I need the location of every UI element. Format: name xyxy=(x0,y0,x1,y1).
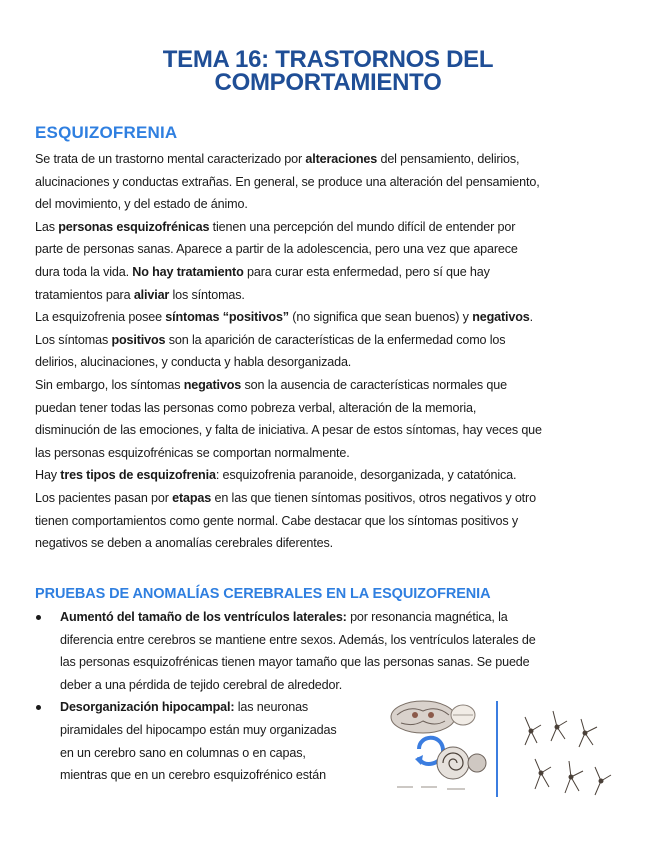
bold-text: personas esquizofrénicas xyxy=(58,219,210,234)
text-run: : esquizofrenia paranoide, desorganizada, y catatónica. xyxy=(215,468,517,483)
list-item xyxy=(35,606,623,629)
text-run: piramidales del hipocampo están muy organizadas xyxy=(60,722,337,737)
list-item-continuation xyxy=(35,629,623,652)
paragraph-line xyxy=(35,510,623,533)
text-run: Los pacientes pasan por xyxy=(35,490,173,505)
text-run: las personas esquizofrénicas se comportan normalmente. xyxy=(35,445,350,460)
paragraph-line xyxy=(35,238,623,261)
bold-text: Desorganización hipocampal: xyxy=(60,700,235,715)
text-run: en un cerebro sano en columnas o en capas, xyxy=(60,745,306,760)
text-run: alucinaciones y conductas extrañas. En general, se produce una alteración del pensamiento, xyxy=(35,174,540,189)
paragraph-line xyxy=(35,351,623,374)
page-title xyxy=(0,48,656,94)
text-run: las neuronas xyxy=(234,700,309,715)
text-run: son la aparición de características de la enfermedad como los xyxy=(165,332,506,347)
bold-text: tres tipos de esquizofrenia xyxy=(60,468,216,483)
bold-text: No hay tratamiento xyxy=(132,264,244,279)
text-run: por resonancia magnética, la xyxy=(346,610,508,624)
text-run: negativos se deben a anomalías cerebrales diferentes. xyxy=(35,536,333,551)
text-run: parte de personas sanas. Aparece a partir de la adolescencia, pero una vez que aparece xyxy=(35,242,518,257)
text-run: del movimiento, y del estado de ánimo. xyxy=(35,197,248,212)
bold-text: Aumentó del tamaño de los ventrículos laterales: xyxy=(60,610,347,624)
bold-text: negativos xyxy=(472,310,530,325)
title-line-1: TEMA 16: TRASTORNOS DEL xyxy=(162,46,494,73)
paragraph-line xyxy=(35,487,623,510)
paragraph-line xyxy=(35,193,623,216)
text-run: deber a una pérdida de tejido cerebral de alrededor. xyxy=(60,677,343,692)
text-run: del pensamiento, delirios, xyxy=(377,152,520,166)
text-run: tienen comportamientos como gente normal. Cabe destacar que los síntomas positivos y xyxy=(35,513,519,528)
text-run: mientras que en un cerebro esquizofrénico están xyxy=(60,768,326,783)
text-run: diferencia entre cerebros se mantiene entre sexos. Además, los ventrículos laterales de xyxy=(60,632,536,647)
paragraph-line xyxy=(35,374,623,397)
section-heading-esquizofrenia: ESQUIZOFRENIA xyxy=(35,123,178,142)
list-item-continuation xyxy=(35,651,623,674)
text-run: (no significa que sean buenos) y xyxy=(288,310,473,325)
text-run: tienen una percepción del mundo difícil de entender por xyxy=(209,219,516,234)
section-heading-pruebas: PRUEBAS DE ANOMALÍAS CEREBRALES EN LA ESQUIZOFRENIA xyxy=(35,586,491,602)
text-run: tratamientos para xyxy=(35,287,134,302)
paragraph-line xyxy=(35,464,623,487)
text-run: . xyxy=(529,310,533,325)
bold-text: etapas xyxy=(172,490,212,505)
text-run: Los síntomas xyxy=(35,332,112,347)
text-run: La esquizofrenia posee xyxy=(35,310,166,325)
bold-text: positivos xyxy=(111,332,166,347)
paragraph-line xyxy=(35,532,623,555)
text-run: dura toda la vida. xyxy=(35,264,133,279)
paragraph-line xyxy=(35,261,623,284)
bold-text: negativos xyxy=(183,377,242,392)
paragraph-line xyxy=(35,171,623,194)
paragraph-line xyxy=(35,306,623,329)
title-line-2: COMPORTAMIENTO xyxy=(214,69,442,96)
text-run: las personas esquizofrénicas tienen mayor tamaño que las personas sanas. Se puede xyxy=(60,655,530,670)
bullet-icon xyxy=(36,705,41,710)
bold-text: síntomas “positivos” xyxy=(165,310,289,325)
text-run: Sin embargo, los síntomas xyxy=(35,377,184,392)
section-body-text xyxy=(35,148,623,555)
paragraph-line xyxy=(35,329,623,352)
text-run: para curar esta enfermedad, pero sí que hay xyxy=(243,264,490,279)
paragraph-line xyxy=(35,442,623,465)
text-run: Las xyxy=(35,219,59,234)
paragraph-line xyxy=(35,419,623,442)
bold-text: alteraciones xyxy=(305,152,378,166)
text-run: puedan tener todas las personas como pobreza verbal, alteración de la memoria, xyxy=(35,400,477,415)
text-run: disminución de las emociones, y falta de iniciativa. A pesar de estos síntomas, hay veces que xyxy=(35,423,542,438)
text-run: son la ausencia de características normales que xyxy=(241,377,507,392)
text-run: los síntomas. xyxy=(169,287,245,302)
bold-text: aliviar xyxy=(133,287,170,302)
text-run: en las que tienen síntomas positivos, otros negativos y otro xyxy=(211,490,536,505)
paragraph-line xyxy=(35,148,623,171)
bullet-icon xyxy=(36,615,41,620)
text-run: Se trata de un trastorno mental caracterizado por xyxy=(35,152,306,166)
paragraph-line xyxy=(35,216,623,239)
paragraph-line xyxy=(35,397,623,420)
text-run: Hay xyxy=(35,468,61,483)
text-run: delirios, alucinaciones, y conducta y habla desorganizada. xyxy=(35,355,352,370)
hippocampus-diagram-icon xyxy=(385,697,617,805)
paragraph-line xyxy=(35,284,623,307)
list-item-continuation xyxy=(35,674,623,697)
